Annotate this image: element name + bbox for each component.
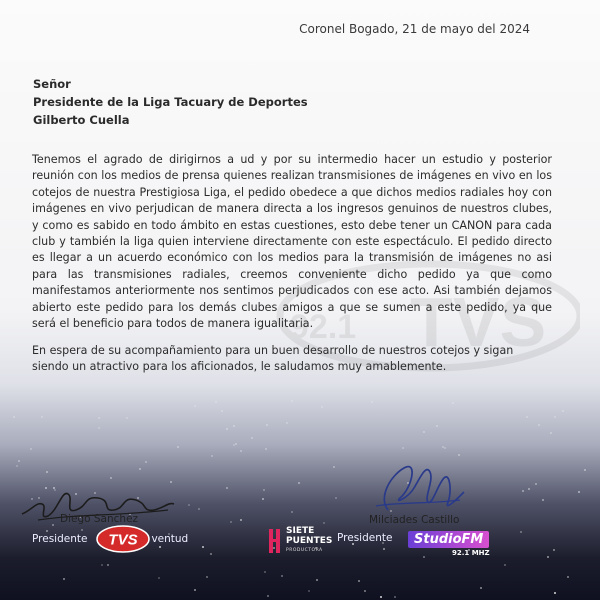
right-signatory-name: Milciades Castillo xyxy=(369,514,460,526)
star-dot xyxy=(18,460,20,462)
star-dot xyxy=(194,405,196,407)
star-dot xyxy=(542,499,544,501)
star-dot xyxy=(240,519,242,521)
closing-paragraph: En espera de su acompañamiento para un buen desarrollo de nuestros cotejos y sigan siendo un atractivo para los aficionados, le saludamos muy amablemente. xyxy=(32,344,514,374)
star-dot xyxy=(226,487,228,489)
siete-sub: PRODUCTORA xyxy=(286,548,323,553)
star-dot xyxy=(188,504,190,506)
star-dot xyxy=(13,416,15,418)
star-dot xyxy=(423,431,425,433)
star-dot xyxy=(553,549,555,551)
star-dot xyxy=(16,465,18,467)
star-dot xyxy=(159,546,161,548)
star-dot xyxy=(126,417,128,419)
star-dot xyxy=(251,437,253,439)
star-dot xyxy=(177,446,179,448)
star-dot xyxy=(567,576,569,578)
star-dot xyxy=(63,578,65,580)
star-dot xyxy=(194,589,196,591)
star-dot xyxy=(380,596,382,598)
star-dot xyxy=(444,447,446,449)
right-handwritten-signature xyxy=(368,458,468,520)
star-dot xyxy=(335,497,337,499)
recipient-block xyxy=(33,75,308,129)
star-dot xyxy=(266,424,268,426)
star-dot xyxy=(480,587,482,589)
siete-line2: PUENTES xyxy=(286,536,333,546)
star-dot xyxy=(371,401,373,403)
star-dot xyxy=(262,498,264,500)
star-dot xyxy=(110,477,112,479)
star-dot xyxy=(364,590,366,592)
right-signatory-role: Presidente xyxy=(337,532,393,544)
star-dot xyxy=(562,410,564,412)
star-dot xyxy=(230,521,232,523)
star-dot xyxy=(221,410,223,412)
star-dot xyxy=(41,416,43,418)
svg-text:TVS: TVS xyxy=(410,283,547,361)
studio-fm-logo xyxy=(408,528,508,557)
star-dot xyxy=(383,548,385,550)
star-dot xyxy=(321,406,323,408)
star-dot xyxy=(263,489,265,491)
star-dot xyxy=(291,511,293,513)
siete-line1: SIETE xyxy=(286,526,315,536)
star-dot xyxy=(198,508,200,510)
star-dot xyxy=(291,400,293,402)
studio-fm-frequency: 92.1 MHZ xyxy=(452,549,490,557)
star-dot xyxy=(358,580,360,582)
star-dot xyxy=(394,596,396,598)
siete-puentes-logo xyxy=(268,526,332,556)
star-dot xyxy=(215,401,217,403)
star-dot xyxy=(452,402,454,404)
star-dot xyxy=(46,471,48,473)
star-dot xyxy=(210,553,212,555)
star-dot xyxy=(30,448,32,450)
tvs-logo-text: TVS xyxy=(108,531,138,549)
star-dot xyxy=(233,444,235,446)
star-dot xyxy=(202,546,204,548)
star-dot xyxy=(333,466,335,468)
star-dot xyxy=(323,522,325,524)
star-dot xyxy=(528,488,530,490)
star-dot xyxy=(535,483,537,485)
star-dot xyxy=(264,571,266,573)
star-dot xyxy=(226,428,228,430)
star-dot xyxy=(158,577,160,579)
star-dot xyxy=(233,425,235,427)
body-paragraph: Tenemos el agrado de dirigirnos a ud y por su intermedio hacer un estudio y posterior reunión con los medios de prensa quienes realizan transmisiones de imágenes en vivo en los cotejos de nuestra Prestigiosa Liga, el pedido obedece a que dichos medios radiales hoy con imágenes en vivo perjudican de manera directa a los ingresos genuinos de nuestros clubes, y como es sabido en todo ámbito en estas cuestiones, esto debe tener un CANON para cada club y también la liga quien interviene directamente con este espectáculo. El pedido directo es llegar a un acuerdo económico con los medios para la transmisión de imágenes no asi para las transmisiones radiales, creemos conveniente dicho pedido ya que como manifestamos anteriormente nos sentimos perjudicados con ese acto. Asi también dejamos abierto este pedido para los demás clubes amigos a que se sumen a este pedido, ya que será el beneficio para todos de manera igualitaria. xyxy=(32,153,552,331)
recipient-name: Gilberto Cuella xyxy=(33,113,130,127)
star-dot xyxy=(554,416,556,418)
star-dot xyxy=(98,417,100,419)
salutation: Señor xyxy=(33,77,71,91)
star-dot xyxy=(139,468,141,470)
star-dot xyxy=(240,450,242,452)
letter-body xyxy=(32,152,552,332)
tvs-logo xyxy=(95,524,151,554)
star-dot xyxy=(298,482,300,484)
siete-puentes-mark-icon xyxy=(268,527,282,555)
star-dot xyxy=(458,454,460,456)
date-line: Coronel Bogado, 21 de mayo del 2024 xyxy=(299,22,530,36)
star-dot xyxy=(286,422,288,424)
star-dot xyxy=(145,461,147,463)
star-dot xyxy=(281,575,283,577)
star-dot xyxy=(265,448,267,450)
studio-fm-name: StudioFM xyxy=(408,531,489,548)
svg-text:92.1: 92.1 xyxy=(290,308,357,346)
star-dot xyxy=(101,564,103,566)
star-dot xyxy=(267,595,269,597)
star-dot xyxy=(308,590,310,592)
star-dot xyxy=(504,564,506,566)
star-dot xyxy=(522,490,524,492)
star-dot xyxy=(554,592,556,594)
star-dot xyxy=(98,427,100,429)
star-dot xyxy=(402,447,404,449)
left-role-end: ventud xyxy=(151,533,189,545)
left-signatory-name: Diego Sanchez xyxy=(60,513,139,525)
recipient-title: Presidente de la Liga Tacuary de Deportes xyxy=(33,95,308,109)
star-dot xyxy=(316,579,318,581)
star-dot xyxy=(550,432,552,434)
star-dot xyxy=(206,576,208,578)
star-dot xyxy=(526,416,528,418)
star-dot xyxy=(107,564,109,566)
star-dot xyxy=(211,455,213,457)
star-dot xyxy=(520,531,522,533)
star-dot xyxy=(46,530,48,532)
star-dot xyxy=(578,491,580,493)
star-dot xyxy=(538,424,540,426)
star-dot xyxy=(436,425,438,427)
star-dot xyxy=(547,556,549,558)
star-dot xyxy=(584,469,586,471)
star-dot xyxy=(235,443,237,445)
left-role-start: Presidente xyxy=(32,533,88,545)
